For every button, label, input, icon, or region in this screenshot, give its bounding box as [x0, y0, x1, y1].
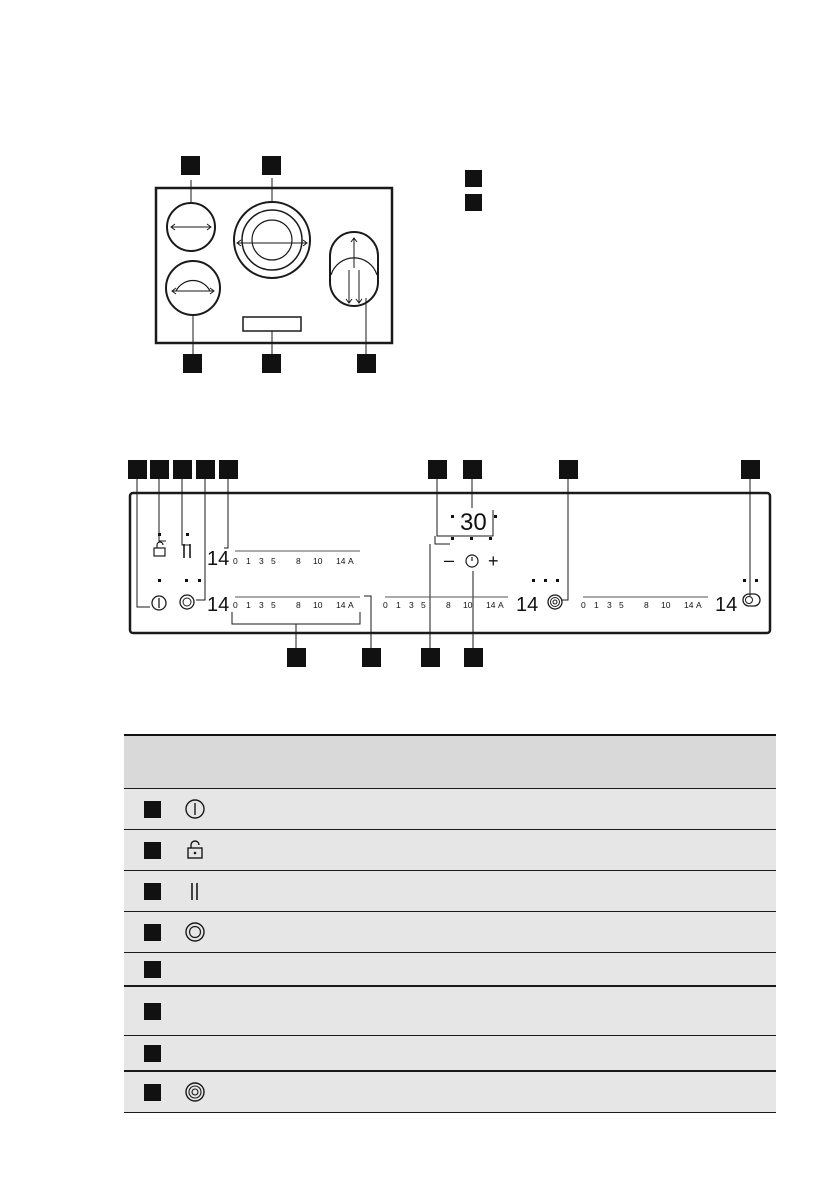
on-off-icon[interactable] — [152, 579, 166, 610]
slider-scale-label: 14 — [336, 600, 346, 610]
hob-layout-diagram — [0, 0, 840, 420]
slider-scale-label: 8 — [446, 600, 451, 610]
table-row — [124, 870, 776, 911]
on-off-icon — [184, 798, 206, 820]
slider-scale-label: 8 — [644, 600, 649, 610]
slider-scale-label: 8 — [296, 600, 301, 610]
pause-icon — [184, 880, 206, 902]
row-number-square — [144, 842, 161, 859]
cooking-zone-rear-left — [166, 261, 220, 355]
table-row — [124, 985, 776, 1035]
slider-scale-label: A — [498, 600, 504, 610]
callout-square — [128, 460, 147, 479]
callout-square — [262, 156, 281, 175]
row-number-square — [144, 961, 161, 978]
slider-scale-label: 0 — [581, 600, 586, 610]
table-row — [124, 1035, 776, 1070]
callout-square — [196, 460, 215, 479]
power-display-upper: 14 — [207, 548, 230, 570]
control-panel-area — [243, 317, 301, 331]
row-number-square — [144, 801, 161, 818]
slider-scale-label: 3 — [259, 600, 264, 610]
timer-plus-button[interactable]: + — [488, 551, 499, 571]
single-ring-icon[interactable] — [180, 579, 201, 609]
oval-zone-icon[interactable] — [743, 579, 760, 606]
cooking-zone-front-left — [167, 180, 215, 251]
row-number-square — [144, 883, 161, 900]
slider-scale-label: 0 — [383, 600, 388, 610]
power-display-lower: 14 — [207, 594, 230, 616]
slider-scale-label: 10 — [661, 600, 671, 610]
callout-square — [741, 460, 760, 479]
callout-square — [183, 354, 202, 373]
callout-square — [559, 460, 578, 479]
callout-square — [219, 460, 238, 479]
slider-scale-label: 5 — [421, 600, 426, 610]
cooking-zone-triple — [234, 178, 310, 278]
power-display-right-2: 14 — [715, 594, 738, 616]
callout-square — [287, 648, 306, 667]
cooking-zone-oval — [330, 232, 378, 355]
callout-square — [421, 648, 440, 667]
slider-scale-label: 3 — [409, 600, 414, 610]
table-row — [124, 952, 776, 985]
slider-scale-label: 3 — [607, 600, 612, 610]
timer-display: 30 — [460, 509, 487, 536]
slider-scale-label: 14 — [486, 600, 496, 610]
slider-scale-label: 1 — [246, 556, 251, 566]
slider-scale-label: 5 — [271, 556, 276, 566]
power-display-right-1: 14 — [516, 594, 539, 616]
row-number-square — [144, 1003, 161, 1020]
row-number-square — [144, 1045, 161, 1062]
slider-scale-label: 8 — [296, 556, 301, 566]
table-row — [124, 1070, 776, 1113]
lock-icon — [184, 839, 206, 861]
table-header — [124, 734, 776, 788]
slider-scale-label: 10 — [313, 600, 323, 610]
timer-icon[interactable] — [466, 555, 478, 567]
callout-square — [181, 156, 200, 175]
timer-minus-button[interactable]: – — [444, 550, 455, 570]
function-table — [124, 734, 776, 1113]
slider-scale-label: A — [348, 556, 354, 566]
table-row — [124, 788, 776, 829]
slider-scale-label: 14 — [336, 556, 346, 566]
double-ring-icon — [184, 1081, 206, 1103]
slider-scale-label: 0 — [233, 600, 238, 610]
callout-square — [357, 354, 376, 373]
slider-scale-label: 1 — [396, 600, 401, 610]
callout-square — [428, 460, 447, 479]
callout-square — [362, 648, 381, 667]
slider-scale-label: 0 — [233, 556, 238, 566]
slider-scale-label: A — [348, 600, 354, 610]
slider-scale-label: 5 — [271, 600, 276, 610]
slider-scale-label: 10 — [313, 556, 323, 566]
row-number-square — [144, 924, 161, 941]
row-number-square — [144, 1084, 161, 1101]
legend-square — [465, 194, 482, 211]
legend-square — [465, 170, 482, 187]
slider-scale-label: 10 — [463, 600, 473, 610]
slider-scale-label: A — [696, 600, 702, 610]
table-row — [124, 911, 776, 952]
control-panel-diagram — [0, 452, 840, 722]
callout-square — [463, 460, 482, 479]
callout-square — [150, 460, 169, 479]
table-row — [124, 829, 776, 870]
single-ring-icon — [184, 921, 206, 943]
slider-scale-label: 5 — [619, 600, 624, 610]
callout-square — [464, 648, 483, 667]
callout-square — [262, 354, 281, 373]
callout-square — [173, 460, 192, 479]
slider-scale-label: 1 — [246, 600, 251, 610]
slider-scale-label: 3 — [259, 556, 264, 566]
slider-scale-label: 1 — [594, 600, 599, 610]
slider-scale-label: 14 — [684, 600, 694, 610]
